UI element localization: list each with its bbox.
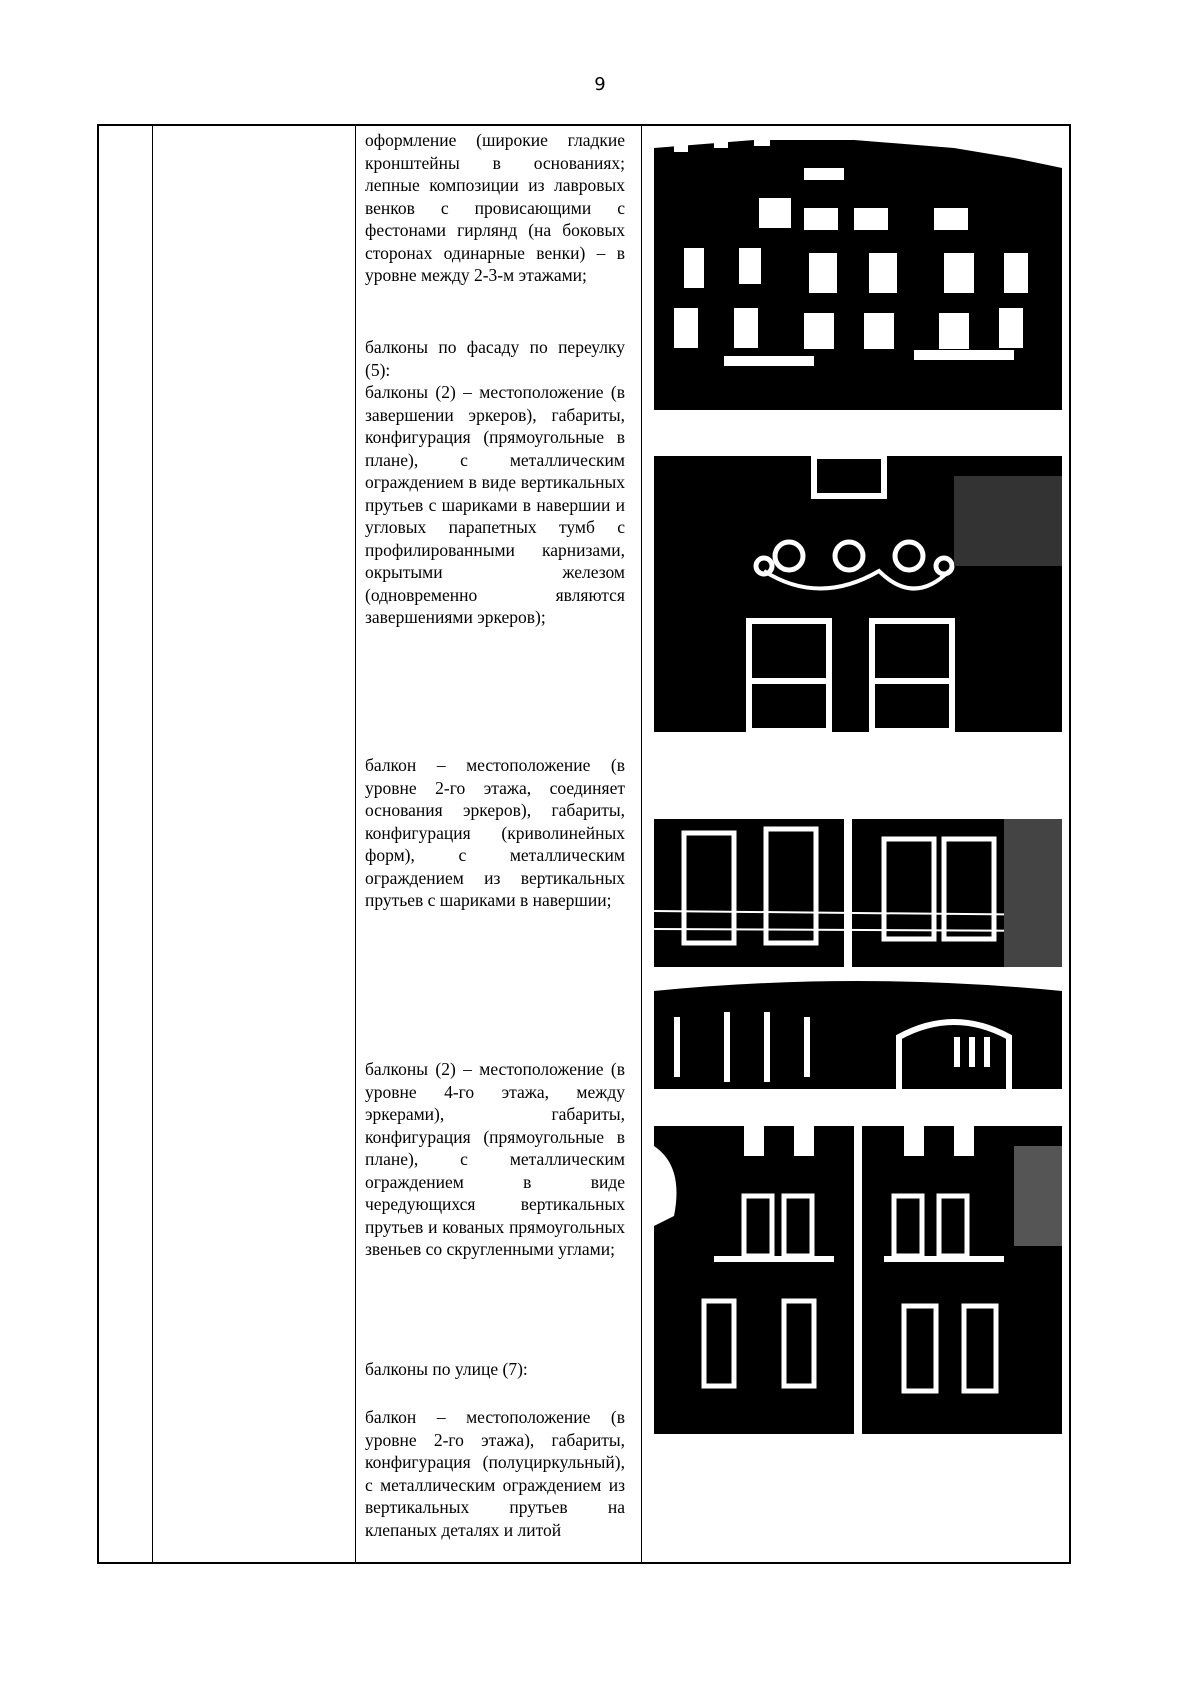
page-number: 9 [594,74,606,95]
street-facade-photo [654,1126,1062,1434]
paragraph-lane-balconies: балконы по фасаду по переулку (5): балконы (2) – местоположение (в завершении эркеров), габариты, конфигурация (прямоугольные в плане), с металлическим ограждением в виде вертикальных прутьев с шариками в навершии и угловых парапетных тумб с профилированными карнизами, окрытыми железом (одновременно являются завершениями эркеров); [365,337,625,627]
balcony-windows-photo [654,819,1062,967]
column-divider [152,126,153,1562]
paragraph-decoration: оформление (широкие гладкие кронштейны в основаниях; лепные композиции из лавровых венков с провисающими с фестонами гирлянд (на боковых сторонах одинарные венки) – в уровне между 2-3-м этажами; [365,130,625,285]
paragraph-balconies-fourth-floor: балконы (2) – местоположение (в уровне 4-го этажа, между эркерами), габариты, конфигурация (прямоугольные в плане), с металлическим ограждением в виде чередующихся вертикальных прутьев и кованых прямоугольных звеньев со скругленными углами; [365,1059,625,1259]
facade-photo [654,128,1062,434]
paragraph-balcony-second-floor: балкон – местоположение (в уровне 2-го этажа, соединяет основания эркеров), габариты, конфигурация (криволинейных форм), с металлическим ограждением из вертикальных прутьев с шариками в навершии; [365,755,625,910]
paragraph-semicircular-balcony: балкон – местоположение (в уровне 2-го этажа), габариты, конфигурация (полуциркульный), с металлическим ограждением из вертикальных прутьев на клепаных деталях и литой [365,1407,625,1540]
stucco-wreath-photo [654,456,1062,732]
column-divider [641,126,642,1562]
paragraph-street-balconies: балконы по улице (7): [365,1359,528,1379]
fourth-floor-balcony-photo [654,977,1062,1089]
document-table [97,124,1071,1564]
column-divider [355,126,356,1562]
